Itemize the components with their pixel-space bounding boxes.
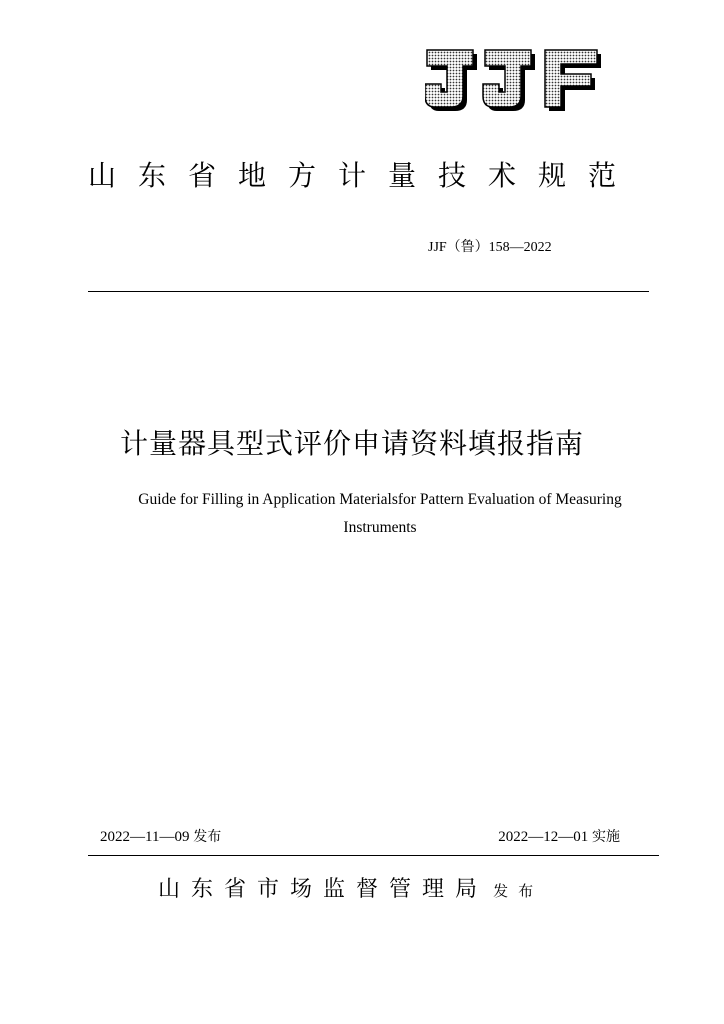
authority-action: 发布 [493, 882, 544, 900]
implement-date-value: 2022—12—01 [498, 829, 589, 845]
bottom-divider [88, 855, 659, 856]
issue-date-value: 2022—11—09 [100, 829, 190, 845]
top-divider [88, 291, 649, 292]
standard-number: JJF（鲁）158—2022 [428, 240, 552, 255]
title-english-line2: Instruments [343, 519, 417, 536]
title-chinese: 计量器具型式评价申请资料填报指南 [120, 427, 585, 460]
title-english-line1: Guide for Filling in Application Materialsfor Pattern Evaluation of Measuring [138, 491, 622, 508]
issue-date [100, 826, 221, 846]
implement-date-label: 实施 [592, 829, 620, 845]
title-english [100, 486, 660, 542]
series-title: 山东省地方计量技术规范 [88, 159, 639, 192]
implement-date [498, 826, 620, 846]
jjf-logo [425, 48, 603, 114]
dates-row [100, 826, 620, 846]
authority-name: 山东省市场监督管理局 [158, 877, 489, 902]
issue-date-label: 发布 [193, 829, 222, 845]
issuing-authority [158, 872, 543, 903]
jjf-logo-icon [425, 48, 603, 114]
